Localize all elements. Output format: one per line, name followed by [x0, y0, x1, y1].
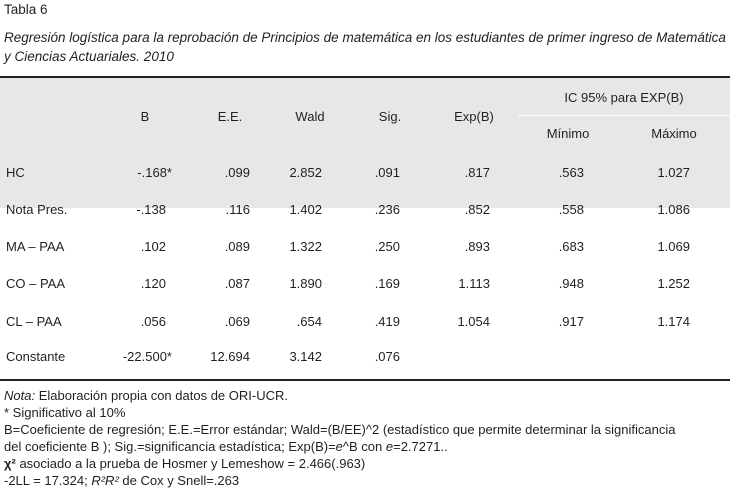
cell-ee: .116	[225, 202, 250, 217]
cell-b: -.138	[136, 202, 166, 217]
cell-max: 1.174	[657, 314, 690, 329]
chi-square-symbol: χ²	[4, 456, 16, 471]
euler-e: e	[385, 439, 394, 454]
cell-sig: .236	[374, 202, 400, 217]
row-label: CL – PAA	[6, 314, 62, 329]
table-notes	[4, 387, 728, 489]
cell-b: -.168*	[137, 165, 172, 180]
cell-b: .102	[140, 239, 166, 254]
note-line: B=Coeficiente de regresión; E.E.=Error estándar; Wald=(B/EE)^2 (estadístico que permite determinar la significancia	[4, 422, 676, 437]
regression-table	[0, 76, 730, 381]
cell-ee: .069	[224, 314, 250, 329]
cell-wald: .654	[296, 314, 322, 329]
note-line	[4, 438, 728, 455]
cell-wald: 2.852	[289, 165, 322, 180]
top-rule	[0, 76, 730, 78]
note-text: =2.7271..	[393, 439, 448, 454]
note-line	[4, 472, 728, 489]
note-text: -2LL = 17.324;	[4, 473, 92, 488]
row-label: Constante	[6, 349, 66, 364]
header-b: B	[140, 109, 150, 124]
cell-b: .120	[140, 276, 166, 291]
cell-sig: .169	[374, 276, 400, 291]
bottom-rule	[0, 379, 730, 381]
cell-min: .683	[558, 239, 584, 254]
note-line	[4, 455, 728, 472]
cell-ee: .087	[224, 276, 250, 291]
cell-min: .948	[558, 276, 584, 291]
header-exp: Exp(B)	[454, 109, 494, 124]
row-label: HC	[6, 165, 25, 180]
row-label: CO – PAA	[6, 276, 66, 291]
cell-ee: .089	[224, 239, 250, 254]
cell-exp: .893	[464, 239, 490, 254]
cell-wald: 3.142	[289, 349, 322, 364]
cell-max: 1.252	[657, 276, 690, 291]
note-text: Elaboración propia con datos de ORI-UCR.	[35, 388, 288, 403]
table-label: Tabla 6	[4, 2, 48, 17]
cell-ee: 12.694	[210, 349, 250, 364]
note-text: del coeficiente B ); Sig.=significancia estadística; Exp(B)=	[4, 439, 336, 454]
cell-b: .056	[140, 314, 166, 329]
header-divider	[0, 152, 730, 153]
euler-e: e	[335, 439, 343, 454]
note-label: Nota:	[4, 388, 36, 403]
cell-exp: .852	[464, 202, 490, 217]
cell-exp: .817	[464, 165, 490, 180]
header-wald: Wald	[295, 109, 325, 124]
cell-max: 1.027	[657, 165, 690, 180]
note-text: de Cox y Snell=.263	[118, 473, 240, 488]
cell-max: 1.086	[657, 202, 690, 217]
cell-exp: 1.113	[458, 276, 490, 291]
header-max: Máximo	[651, 126, 697, 141]
note-text: asociado a la prueba de Hosmer y Lemeshow = 2.466(.963)	[15, 456, 366, 471]
header-ee: E.E.	[217, 109, 243, 124]
table-caption: Regresión logística para la reprobación de Principios de matemática en los estudiantes de primer ingreso de Matemática y Ciencias Actuariales. 2010	[4, 30, 726, 64]
cell-b: -22.500*	[122, 349, 172, 364]
cell-sig: .250	[374, 239, 400, 254]
cell-wald: 1.402	[289, 202, 322, 217]
row-label: MA – PAA	[6, 239, 65, 254]
header-ic: IC 95% para EXP(B)	[564, 90, 684, 105]
note-text: ^B con	[342, 439, 386, 454]
cell-wald: 1.322	[289, 239, 322, 254]
note-line	[4, 387, 728, 404]
cell-exp: 1.054	[457, 314, 490, 329]
row-label: Nota Pres.	[6, 202, 68, 217]
cell-min: .558	[558, 202, 584, 217]
cell-sig: .419	[374, 314, 400, 329]
note-line: * Significativo al 10%	[4, 405, 126, 420]
cell-max: 1.069	[657, 239, 690, 254]
header-sig: Sig.	[378, 109, 402, 124]
cell-wald: 1.890	[289, 276, 322, 291]
cell-min: .917	[558, 314, 584, 329]
r-squared-symbol: R²R²	[91, 473, 119, 488]
cell-ee: .099	[224, 165, 250, 180]
cell-min: .563	[558, 165, 584, 180]
ic-underline	[518, 115, 730, 116]
cell-sig: .076	[374, 349, 400, 364]
header-min: Mínimo	[546, 126, 590, 141]
cell-sig: .091	[374, 165, 400, 180]
